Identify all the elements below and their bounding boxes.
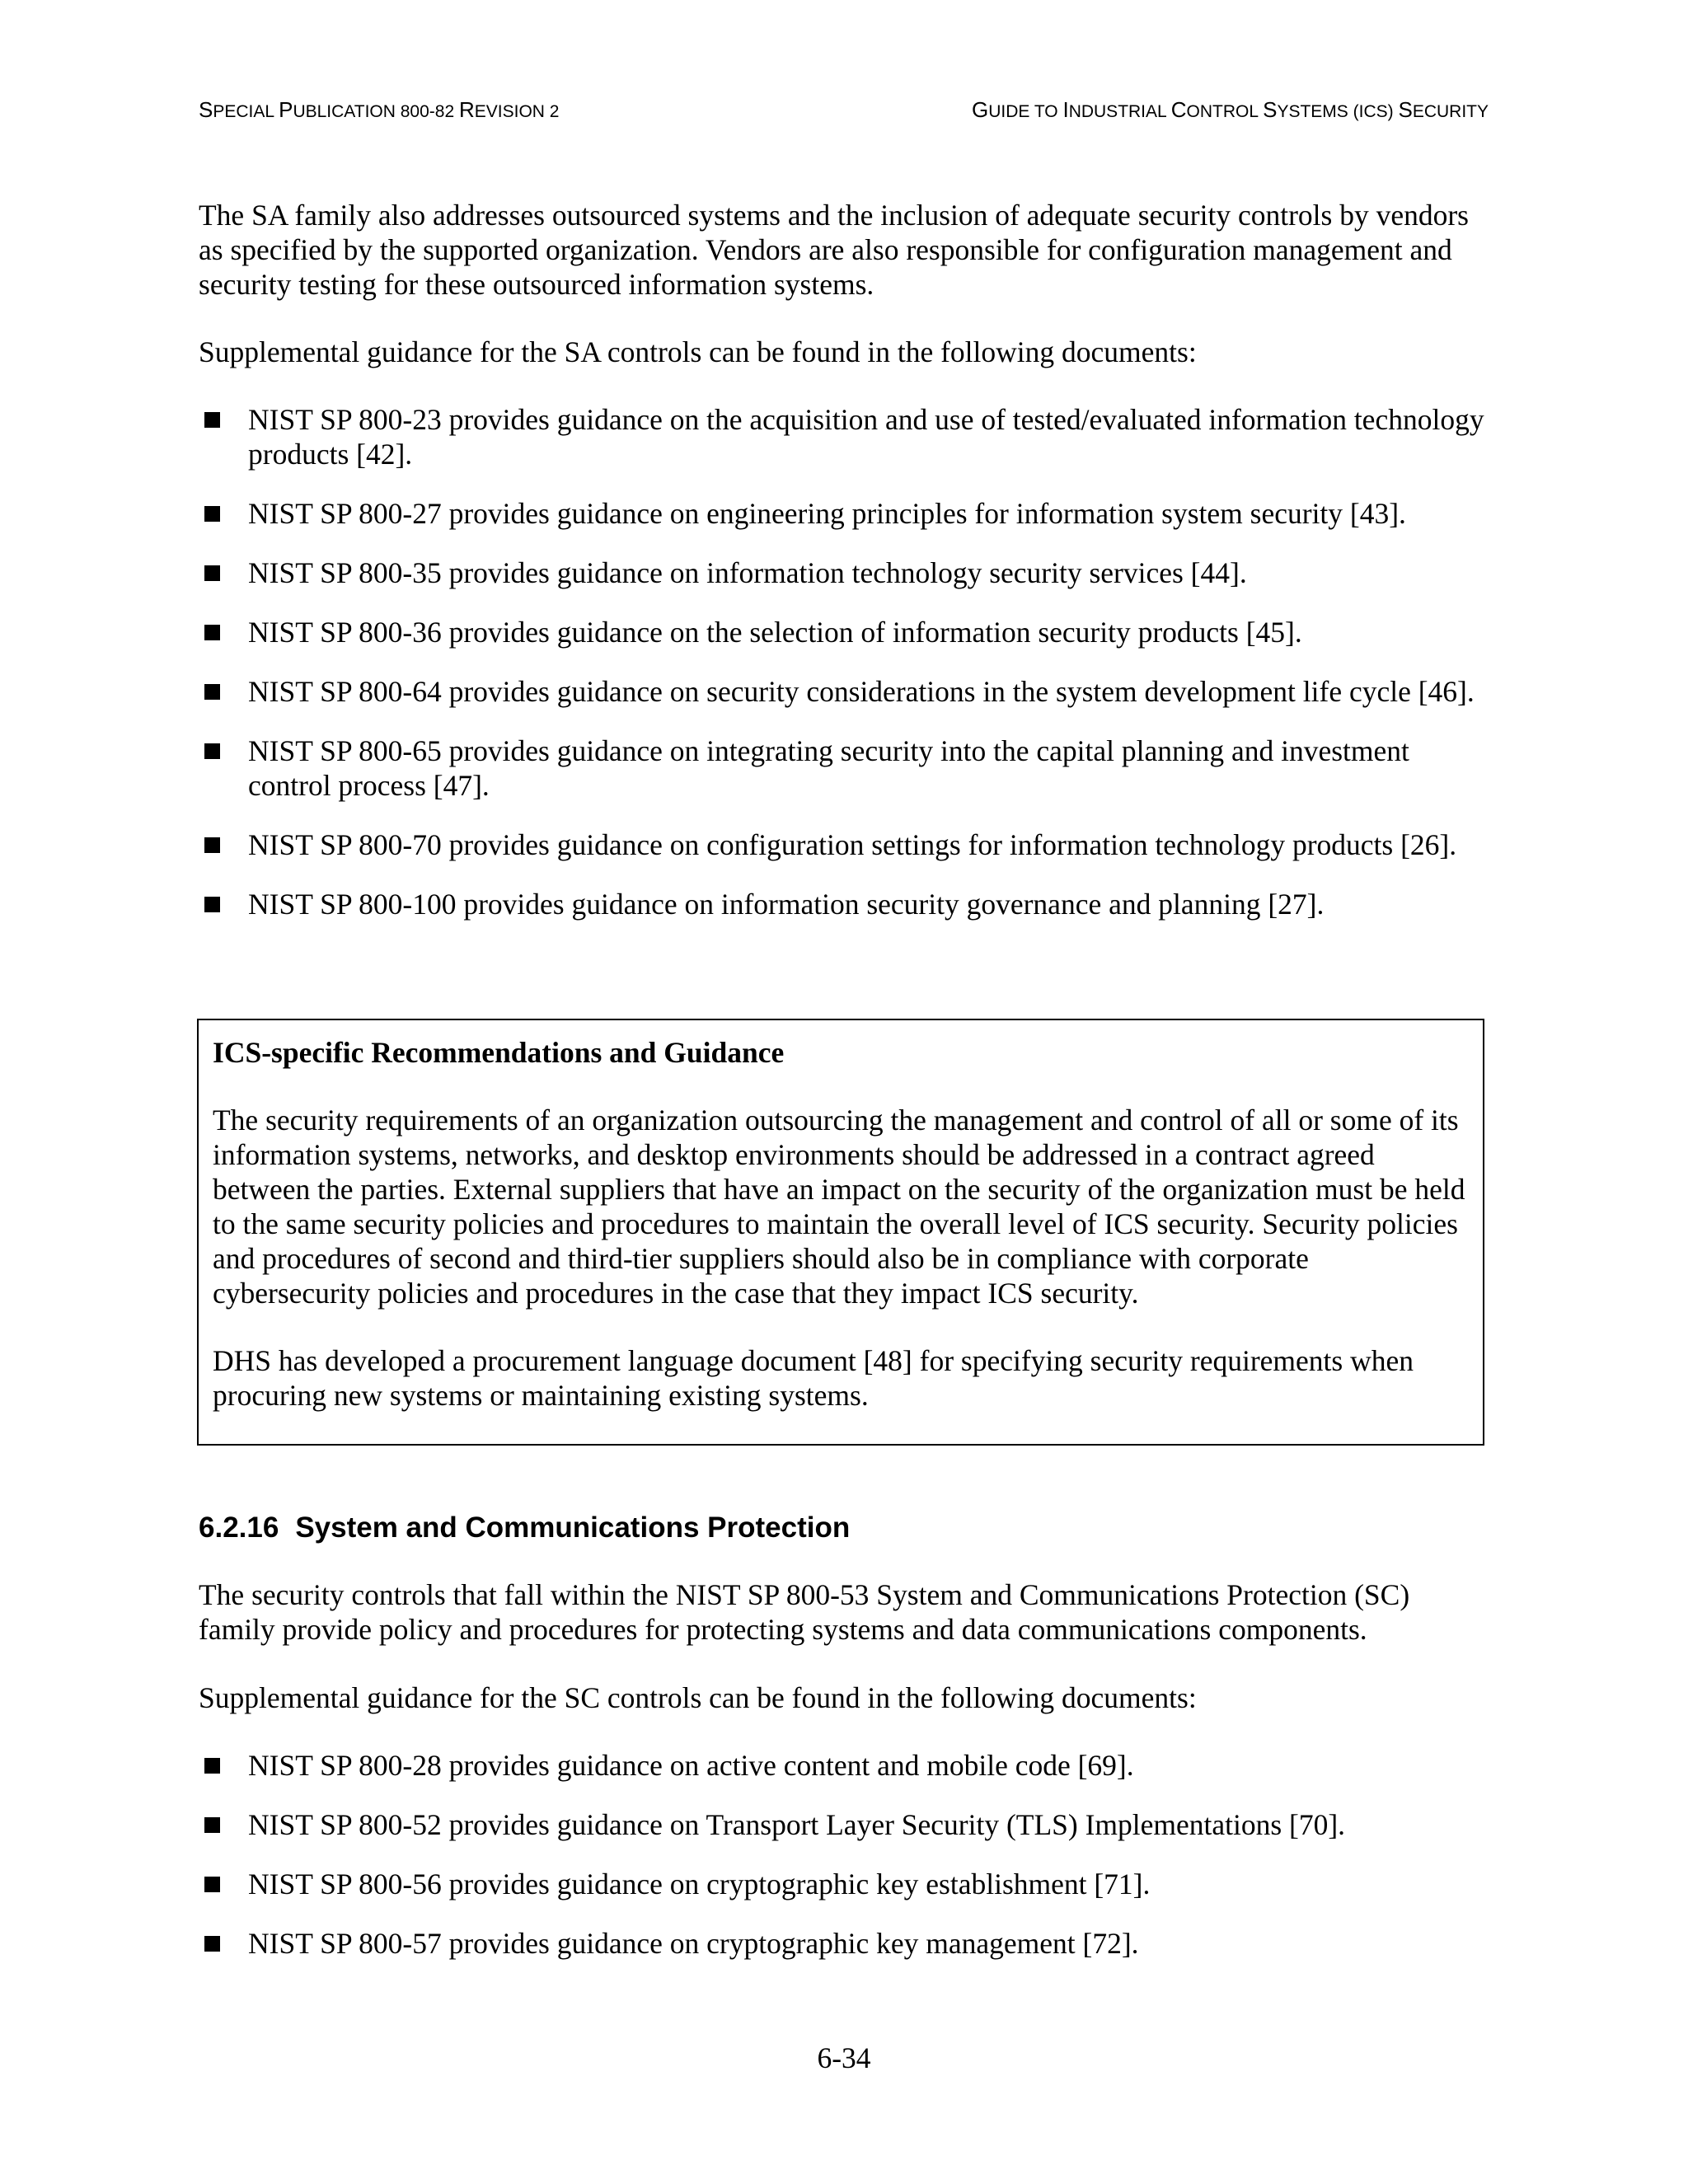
sc-guidance-list (199, 1748, 1493, 1961)
sa-paragraph-text: The SA family also addresses outsourced systems and the inclusion of adequate security controls by vendors as specified by the supported organization. Vendors are also responsible for configuration management and security testing for these outsourced information systems. (199, 199, 1469, 301)
list-item: NIST SP 800-28 provides guidance on active content and mobile code [69]. (199, 1748, 1493, 1783)
header-guide-title: GUIDE TO INDUSTRIAL CONTROL SYSTEMS (ICS) SECURITY (971, 97, 1489, 122)
list-item: NIST SP 800-23 provides guidance on the acquisition and use of tested/evaluated information technology products [42]. (199, 402, 1493, 471)
running-header (199, 97, 1489, 130)
sc-family-paragraph (199, 1577, 1484, 1647)
callout-paragraph: DHS has developed a procurement language document [48] for specifying security requirements when procuring new systems or maintaining existing systems. (213, 1344, 1414, 1412)
sc-lead-paragraph (199, 1680, 1484, 1715)
section-title: System and Communications Protection (295, 1511, 851, 1544)
sa-guidance-list (199, 402, 1493, 921)
bullet-square-icon (204, 837, 220, 853)
bullet-square-icon (204, 506, 220, 522)
sa-lead-paragraph (199, 335, 1484, 369)
list-item: NIST SP 800-57 provides guidance on cryptographic key management [72]. (199, 1926, 1493, 1961)
bullet-square-icon (204, 1817, 220, 1833)
list-item: NIST SP 800-35 provides guidance on information technology security services [44]. (199, 555, 1493, 590)
bullet-square-icon (204, 625, 220, 640)
sc-lead-text: Supplemental guidance for the SC controls can be found in the following documents: (199, 1681, 1197, 1714)
list-item: NIST SP 800-65 provides guidance on integrating security into the capital planning and investment control process [47]. (199, 733, 1493, 803)
callout-title: ICS-specific Recommendations and Guidance (213, 1036, 785, 1069)
list-item: NIST SP 800-36 provides guidance on the selection of information security products [45]. (199, 615, 1493, 649)
header-publication-title: SPECIAL PUBLICATION 800-82 REVISION 2 (199, 97, 560, 122)
section-heading (199, 1511, 850, 1544)
bullet-square-icon (204, 743, 220, 759)
list-item: NIST SP 800-52 provides guidance on Transport Layer Security (TLS) Implementations [70]. (199, 1807, 1493, 1842)
sa-outsourcing-paragraph (199, 198, 1484, 302)
bullet-square-icon (204, 1877, 220, 1892)
sc-paragraph-text: The security controls that fall within the NIST SP 800-53 System and Communications Protection (SC) family provide policy and procedures for protecting systems and data communications components. (199, 1578, 1410, 1646)
list-item: NIST SP 800-70 provides guidance on configuration settings for information technology products [26]. (199, 827, 1493, 862)
list-item: NIST SP 800-64 provides guidance on security considerations in the system development life cycle [46]. (199, 674, 1493, 709)
bullet-square-icon (204, 684, 220, 700)
list-item: NIST SP 800-100 provides guidance on information security governance and planning [27]. (199, 887, 1493, 921)
sa-lead-text: Supplemental guidance for the SA controls can be found in the following documents: (199, 335, 1197, 368)
page-number: 6-34 (817, 2041, 871, 2074)
ics-recommendations-box (197, 1019, 1484, 1446)
callout-paragraph: The security requirements of an organization outsourcing the management and control of all or some of its information systems, networks, and desktop environments should be addressed in a contract agreed between the parties. External suppliers that have an impact on the security of the organization must be held to the same security policies and procedures to maintain the overall level of ICS security. Security policies and procedures of second and third-tier suppliers should also be in compliance with corporate cybersecurity policies and procedures in the case that they impact ICS security. (213, 1104, 1465, 1310)
bullet-square-icon (204, 1758, 220, 1774)
bullet-square-icon (204, 897, 220, 912)
bullet-square-icon (204, 412, 220, 428)
bullet-square-icon (204, 565, 220, 581)
list-item: NIST SP 800-27 provides guidance on engineering principles for information system security [43]. (199, 496, 1493, 531)
bullet-square-icon (204, 1936, 220, 1952)
list-item: NIST SP 800-56 provides guidance on cryptographic key establishment [71]. (199, 1867, 1493, 1901)
section-number: 6.2.16 (199, 1511, 279, 1544)
